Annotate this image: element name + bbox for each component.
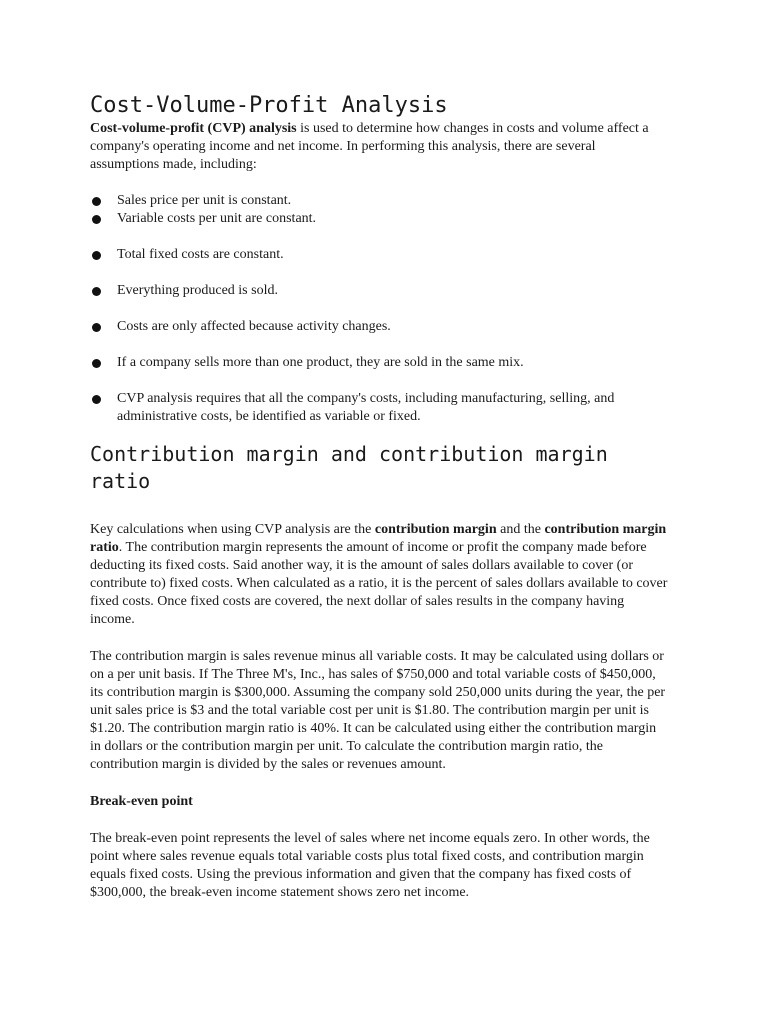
- bold-term: contribution margin: [374, 522, 497, 537]
- bullet-icon: [92, 215, 101, 224]
- list-item-text: If a company sells more than one product, they are sold in the same mix.: [117, 355, 524, 370]
- break-even-paragraph: The break-even point represents the level of sales where net income equals zero. In other words, the point where sales revenue equals total variable costs plus total fixed costs, and contribution margin equals fixed costs. Using the previous information and given that the company has fixed costs of $300,000, the break-even income statement shows zero net income.: [90, 831, 650, 900]
- contribution-paragraph-2: The contribution margin is sales revenue minus all variable costs. It may be calculated using dollars or on a per unit basis. If The Three M's, Inc., has sales of $750,000 and total variable costs of $450,000, its contribution margin is $300,000. Assuming the company sold 250,000 units during the year, the per unit sales price is $3 and the total variable cost per unit is $1.80. The contribution margin per unit is $1.20. The contribution margin ratio is 40%. It can be calculated using either the contribution margin in dollars or the contribution margin per unit. To calculate the contribution margin ratio, the contribution margin is divided by the sales or revenues amount.: [90, 649, 666, 772]
- intro-paragraph: [90, 120, 650, 174]
- list-item: [90, 246, 668, 264]
- list-item: [90, 282, 668, 300]
- list-item-text: Costs are only affected because activity changes.: [117, 319, 391, 334]
- section-heading-break-even: Break-even point: [90, 794, 193, 809]
- bullet-icon: [92, 395, 101, 404]
- intro-text: is used to determine how changes in costs and volume affect a company's operating income and net income. In performing this analysis, there are several assumptions made, including:: [90, 121, 649, 172]
- text-run: Key calculations when using CVP analysis are the: [90, 522, 375, 537]
- bullet-icon: [92, 359, 101, 368]
- list-item-text: Variable costs per unit are constant.: [117, 211, 317, 226]
- page-title: Cost-Volume-Profit Analysis: [90, 93, 448, 118]
- list-item-text: CVP analysis requires that all the company's costs, including manufacturing, selling, and administrative costs, be identified as variable or fixed.: [117, 391, 615, 424]
- text-run: and the: [496, 522, 545, 537]
- list-item: [90, 192, 668, 210]
- document-page: [90, 92, 668, 902]
- list-item: [90, 318, 668, 336]
- section-heading-contribution-margin: Contribution margin and contribution margin ratio: [90, 442, 608, 493]
- list-item: [90, 210, 668, 228]
- contribution-paragraph-1: [90, 521, 668, 629]
- bullet-icon: [92, 323, 101, 332]
- list-item-text: Sales price per unit is constant.: [117, 193, 292, 208]
- list-item: [90, 354, 668, 372]
- list-item: [90, 390, 657, 426]
- text-run: . The contribution margin represents the amount of income or profit the company made before deducting its fixed costs. Said another way, it is the amount of sales dollars available to cover (or contribute to) fixed costs. When calculated as a ratio, it is the percent of sales dollars available to cover fixed costs. Once fixed costs are covered, the next dollar of sales results in the company having income.: [90, 540, 668, 627]
- bullet-icon: [92, 287, 101, 296]
- bold-term: contribution margin ratio: [90, 522, 667, 555]
- assumptions-list: [90, 192, 668, 426]
- list-item-text: Total fixed costs are constant.: [117, 247, 284, 262]
- bullet-icon: [92, 197, 101, 206]
- bullet-icon: [92, 251, 101, 260]
- list-item-text: Everything produced is sold.: [117, 283, 278, 298]
- intro-term: Cost-volume-profit (CVP) analysis: [90, 121, 297, 136]
